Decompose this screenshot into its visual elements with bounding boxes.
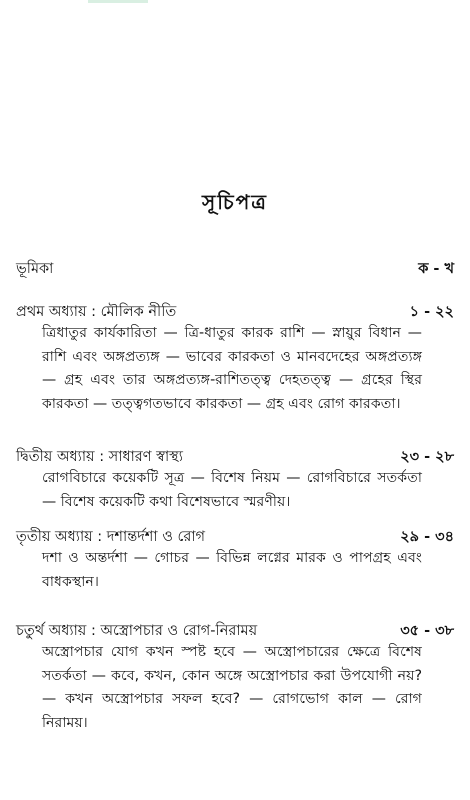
toc-heading: দ্বিতীয় অধ্যায় : সাধারণ স্বাস্থ্য	[16, 449, 183, 465]
toc-description: রোগবিচারে কয়েকটি সূত্র — বিশেষ নিয়ম — রোগবিচারে সতর্কতা — বিশেষ কয়েকটি কথা বিশেষভাবে স্মরণীয়।	[42, 470, 422, 510]
toc-description: ত্রিধাতুর কার্যকারিতা — ত্রি-ধাতুর কারক রাশি — স্নায়ুর বিধান — রাশি এবং অঙ্গপ্রত্যঙ্গ — ভাবের কারকতা ও মানবদেহের অঙ্গপ্রত্যঙ্গ — গ্রহ এবং তার অঙ্গপ্রত্যঙ্গ-রাশিতত্ত্ব দেহতত্ত্ব — গ্রহের স্থির কারকতা — তত্ত্বগতভাবে কারকতা — গ্রহ এবং রোগ কারকতা।	[42, 325, 422, 412]
toc-page-range: ৩৫ - ৩৮	[400, 623, 454, 639]
toc-entry-chapter-3[interactable]	[16, 526, 454, 548]
toc-page-range: ২৩ - ২৮	[400, 449, 454, 465]
toc-page-range: ক - খ	[418, 261, 454, 277]
toc-entry-chapter-1[interactable]	[16, 301, 454, 323]
toc-heading: তৃতীয় অধ্যায় : দশান্তর্দশা ও রোগ	[16, 529, 206, 545]
scan-mark	[88, 0, 148, 3]
toc-entry-preface[interactable]	[16, 258, 454, 280]
toc-page-range: ২৯ - ৩৪	[400, 529, 454, 545]
toc-description: অস্ত্রোপচার যোগ কখন স্পষ্ট হবে — অস্ত্রোপচারের ক্ষেত্রে বিশেষ সতর্কতা — কবে, কখন, কোন অঙ্গে অস্ত্রোপচার করা উপযোগী নয়? — কখন অস্ত্রোপচার সফল হবে? — রোগভোগ কাল — রোগ নিরাময়।	[42, 644, 422, 731]
toc-page-range: ১ - ২২	[409, 304, 454, 320]
toc-heading: প্রথম অধ্যায় : মৌলিক নীতি	[16, 304, 177, 320]
toc-heading: ভূমিকা	[16, 261, 54, 277]
toc-entry-chapter-4[interactable]	[16, 620, 454, 642]
page-title: সূচিপত্র	[202, 190, 268, 214]
toc-heading: চতুর্থ অধ্যায় : অস্ত্রোপচার ও রোগ-নিরাময়	[16, 623, 258, 639]
toc-description: দশা ও অন্তর্দশা — গোচর — বিভিন্ন লগ্নের মারক ও পাপগ্রহ এবং বাধকস্থান।	[42, 550, 422, 590]
toc-entry-chapter-2[interactable]	[16, 446, 454, 468]
